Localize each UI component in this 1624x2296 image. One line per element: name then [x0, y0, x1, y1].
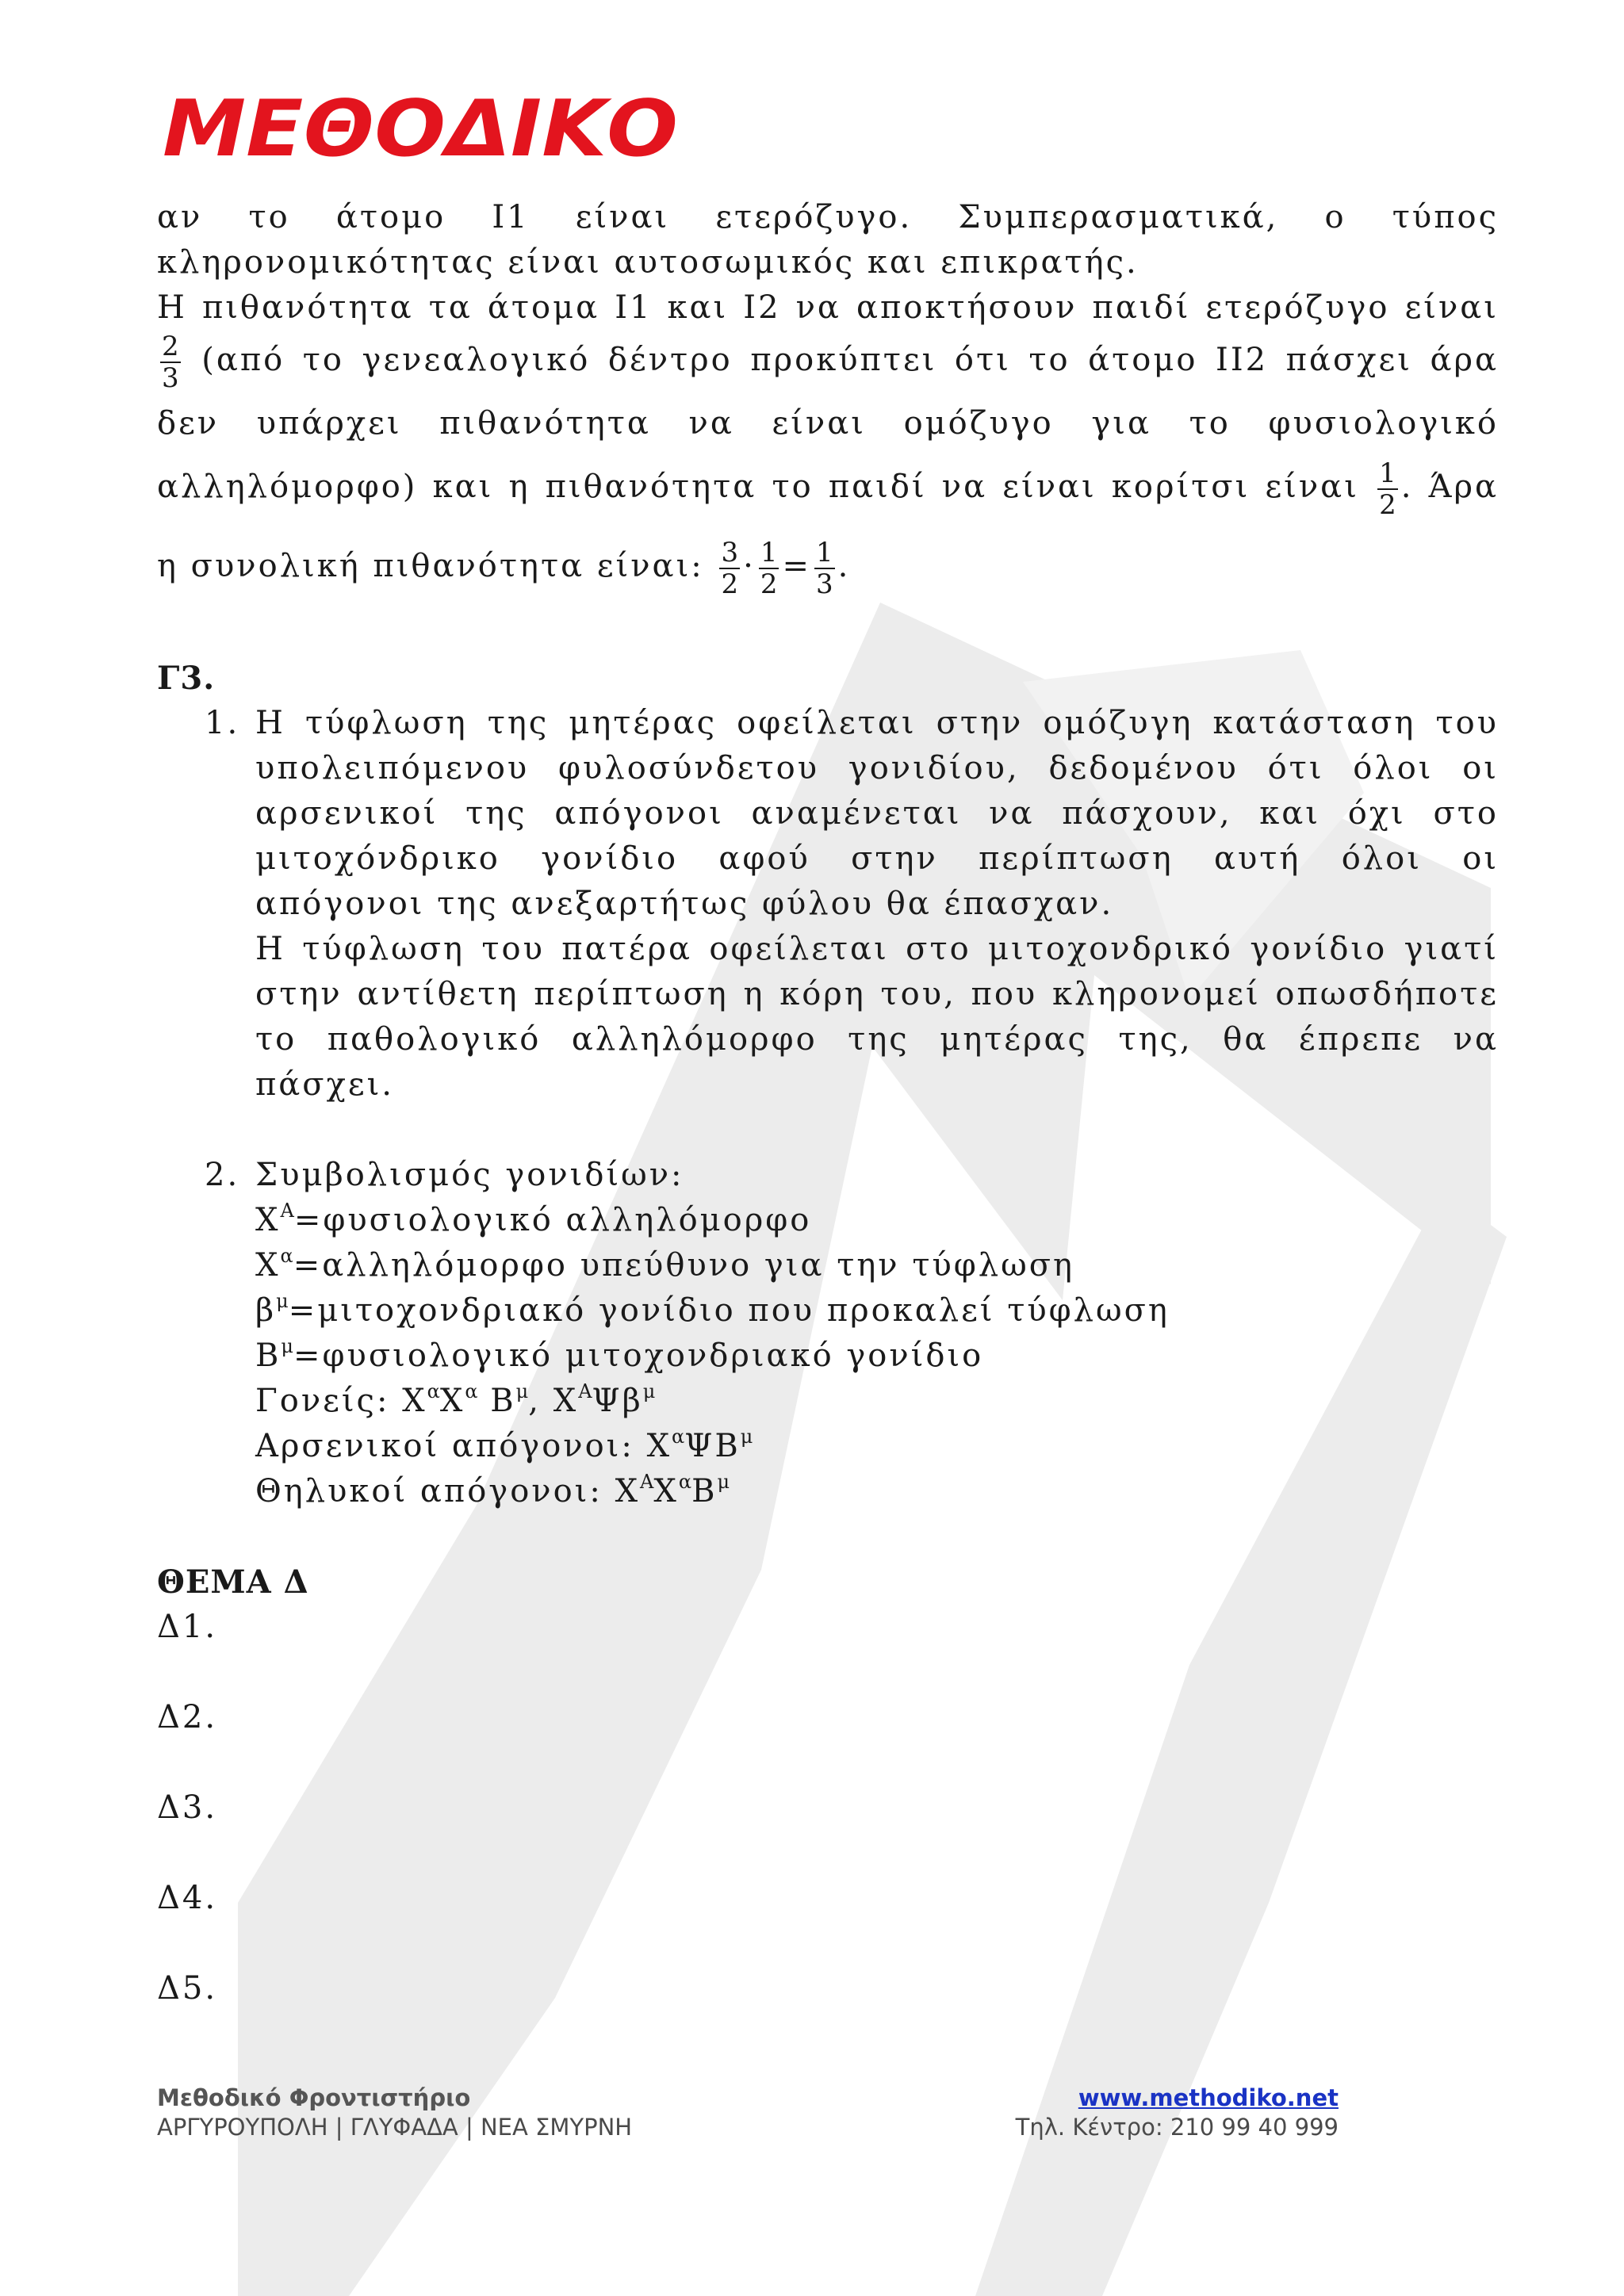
subsection-d4: Δ4. [157, 1880, 218, 1916]
text-line: κληρονομικότητας είναι αυτοσωμικός και επικρατής. [157, 244, 1139, 281]
gene-symbol-line: $B^\mu=\varphi\upsilon\sigma\iota o\lambda o\gamma\iota\kappa ό$ μιτοχονδριακό γονίδιο [255, 1335, 984, 1374]
fraction: $\frac{1}{3}$ [815, 537, 833, 600]
text-line: Η τύφλωση του πατέρα οφείλεται στο μιτοχονδρικό γονίδιο γιατί [255, 931, 1499, 967]
text-line: υπολειπόμενου φυλοσύνδετου γονιδίου, δεδομένου ότι όλοι οι [255, 750, 1499, 786]
footer-brand: Μεθοδικό Φροντιστήριο [157, 2084, 471, 2111]
page-content [157, 195, 1499, 2011]
text-line: αν το άτομο Ι1 είναι ετερόζυγο. Συμπερασματικά, ο τύπος [157, 199, 1499, 235]
fraction: $\frac{1}{2}$ [760, 537, 778, 600]
text-line: μιτοχόνδρικο γονίδιο αφού στην περίπτωση αυτή όλοι οι [255, 840, 1499, 877]
list-number: 2. [205, 1157, 240, 1193]
gene-symbol-line: $\beta^\mu=\mu\iota\tau o\chi o\nu\delta\rho\iota\alpha\kappa ό$ γονίδιο που προκαλεί τύφλωση [255, 1290, 1170, 1329]
footer-phone: Τηλ. Κέντρο: 210 99 40 999 [1015, 2114, 1339, 2141]
text-line: αρσενικοί της απόγονοι αναμένεται να πάσχουν, και όχι στο [255, 795, 1499, 832]
parents-genotype-line: Γονείς: $X^\alpha X^\alpha$ $B^\mu$, $X^A\Psi\beta^\mu$ [255, 1380, 656, 1419]
text-line-fraction: $\frac{2}{3}$ (από το γενεαλογικό δέντρο προκύπτει ότι το άτομο ΙΙ2 πάσχει άρα [162, 331, 1499, 394]
gene-symbol-line: $X^A=\varphi\upsilon\sigma\iota o\lambda o\gamma\iota\kappa ό$ αλληλόμορφο [255, 1200, 812, 1238]
subsection-d2: Δ2. [157, 1699, 218, 1735]
logo-text: ΜΕΘΟΔΙΚΟ [163, 89, 678, 168]
text-line: δεν υπάρχει πιθανότητα να είναι ομόζυγο για το φυσιολογικό [157, 405, 1499, 442]
text-line: απόγονοι της ανεξαρτήτως φύλου θα έπασχαν. [255, 886, 1114, 922]
text-line-fraction: αλληλόμορφο) και η πιθανότητα το παιδί να είναι κορίτσι είναι $\frac{1}{2}$ . Άρα [157, 457, 1500, 521]
text-line: το παθολογικό αλληλόμορφο της μητέρας της, θα έπρεπε να [255, 1021, 1499, 1058]
text-line: πάσχει. [255, 1066, 394, 1103]
subsection-d3: Δ3. [157, 1789, 218, 1826]
text-line: Η τύφλωση της μητέρας οφείλεται στην ομόζυγη κατάσταση του [255, 705, 1499, 741]
subsection-d1: Δ1. [157, 1609, 218, 1645]
footer-locations: ΑΡΓΥΡΟΥΠΟΛΗ | ΓΛΥΦΑΔΑ | ΝΕΑ ΣΜΥΡΝΗ [157, 2114, 633, 2141]
gene-symbol-line: $X^\alpha=\alpha\lambda\lambda\eta\lambda ό\mu o\rho\varphi o$ υπεύθυνο για την τύφλωση [255, 1245, 1075, 1284]
footer-website-link[interactable]: www.methodiko.net [1078, 2084, 1339, 2111]
male-offspring-line: Αρσενικοί απόγονοι: $X^\alpha\Psi B^\mu$ [255, 1425, 753, 1464]
fraction: $\frac{1}{2}$ [1379, 457, 1396, 521]
section-heading-theme-d: ΘΕΜΑ Δ [157, 1563, 309, 1601]
text-line: Η πιθανότητα τα άτομα Ι1 και Ι2 να αποκτήσουν παιδί ετερόζυγο είναι [157, 289, 1499, 326]
fraction: $\frac{2}{3}$ [162, 331, 179, 394]
text-line: στην αντίθετη περίπτωση η κόρη του, που κληρονομεί οπωσδήποτε [255, 976, 1499, 1012]
fraction: $\frac{3}{2}$ [721, 537, 739, 600]
page-footer [157, 2084, 1339, 2142]
methodiko-logo [163, 89, 686, 168]
section-heading-g3: Γ3. [157, 660, 216, 697]
text-line-fraction: η συνολική πιθανότητα είναι: $\frac{3}{2}$ · $\frac{1}{2}$ = $\frac{1}{3}$ . [157, 537, 851, 600]
subsection-d5: Δ5. [157, 1970, 218, 2007]
list-item [157, 1153, 1499, 1514]
list-number: 1. [205, 705, 240, 741]
list-item [157, 701, 1499, 1108]
text-line: Συμβολισμός γονιδίων: [255, 1157, 684, 1193]
female-offspring-line: Θηλυκοί απόγονοι: $X^AX^\alpha B^\mu$ [255, 1471, 730, 1510]
